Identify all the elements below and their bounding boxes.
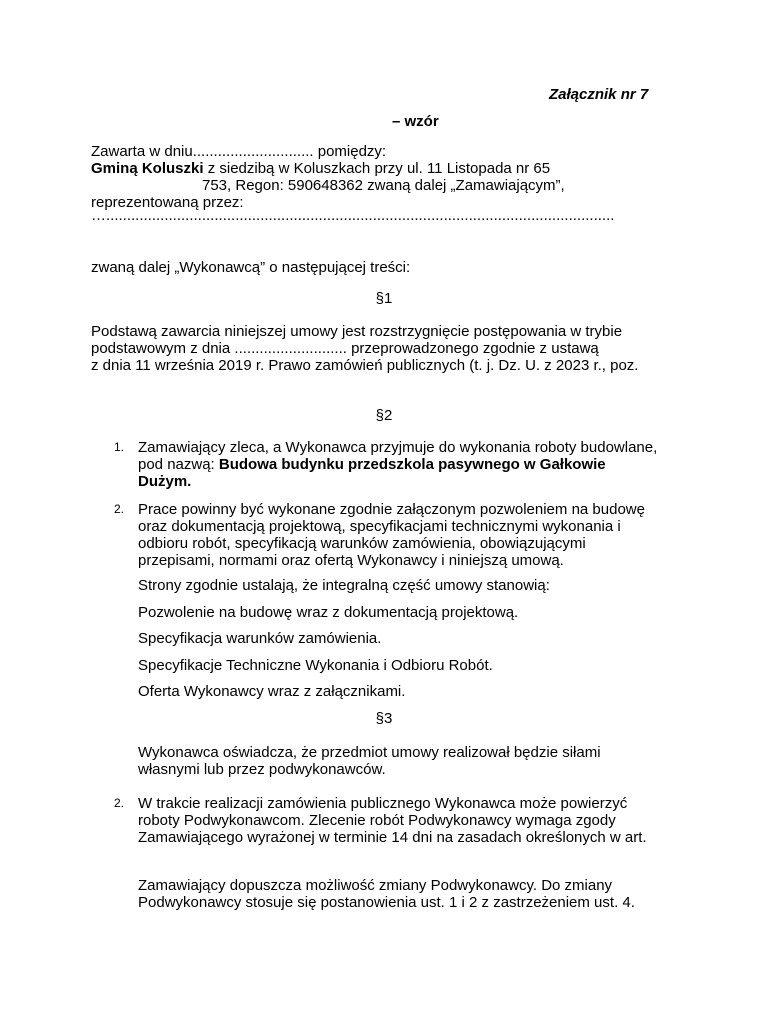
- section-1-line: Podstawą zawarcia niniejszej umowy jest rozstrzygnięcie postępowania w trybie: [91, 323, 623, 340]
- list-number: 1.: [114, 440, 125, 454]
- section-1-line: podstawowym z dnia ........................... przeprowadzonego zgodnie z ustawą: [91, 340, 599, 357]
- section-1-heading: §1: [375, 290, 393, 307]
- contract-part: Oferta Wykonawcy wraz z załącznikami.: [138, 683, 406, 700]
- item-line: Zamawiający zleca, a Wykonawca przyjmuje do wykonania roboty budowlane,: [138, 439, 658, 456]
- section-2-heading: §2: [375, 407, 393, 424]
- item-line: Wykonawca oświadcza, że przedmiot umowy realizował będzie siłami: [138, 744, 601, 761]
- contract-part: Specyfikacje Techniczne Wykonania i Odbioru Robót.: [138, 657, 493, 674]
- item-line: Zamawiającego wyrażonej w terminie 14 dni na zasadach określonych w art.: [138, 829, 647, 846]
- representative-blank: …..........................................................................................................................: [91, 207, 615, 224]
- list-number: 2.: [114, 502, 125, 516]
- section-3-item-2: [138, 795, 647, 846]
- parties-line-regon: 753, Regon: 590648362 zwaną dalej „Zamawiającym”,: [202, 177, 565, 194]
- attachment-label: Załącznik nr 7: [549, 86, 649, 103]
- item-line: W trakcie realizacji zamówienia publicznego Wykonawca może powierzyć: [138, 795, 628, 812]
- section-2-item-2: [138, 501, 645, 569]
- section-2-item-1: [138, 439, 657, 490]
- item-line: oraz dokumentacją projektową, specyfikacjami technicznymi wykonania i: [138, 518, 621, 535]
- item-line: Prace powinny być wykonane zgodnie załączonym pozwoleniem na budowę: [138, 501, 645, 518]
- ordering-party-name: Gminą Koluszki: [91, 160, 204, 177]
- item-line: Zamawiający dopuszcza możliwość zmiany Podwykonawcy. Do zmiany: [138, 877, 613, 894]
- parties-line-represented: reprezentowaną przez:: [91, 194, 244, 211]
- item-line: odbioru robót, specyfikacją warunków zamówienia, obowiązującymi: [138, 535, 586, 552]
- item-line: [138, 473, 657, 490]
- section-1-line: z dnia 11 września 2019 r. Prawo zamówień publicznych (t. j. Dz. U. z 2023 r., poz.: [91, 357, 639, 374]
- section-1-text: [91, 323, 638, 374]
- list-number: 2.: [114, 796, 125, 810]
- section-3-heading: §3: [375, 710, 393, 727]
- section-3-paragraph-3: [138, 877, 635, 911]
- item-line: Podwykonawcy stosuje się postanowienia ust. 1 i 2 z zastrzeżeniem ust. 4.: [138, 894, 635, 911]
- contract-part: Specyfikacja warunków zamówienia.: [138, 630, 382, 647]
- parties-line-ordering-party: [91, 160, 565, 177]
- item-line: własnymi lub przez podwykonawców.: [138, 761, 386, 778]
- project-name-end: Dużym.: [138, 473, 192, 490]
- section-3-paragraph-1: [138, 744, 601, 778]
- template-note: – wzór: [392, 113, 439, 130]
- item-line: przepisami, normami oraz ofertą Wykonawcy i niniejszą umową.: [138, 552, 564, 569]
- contract-parts-intro: Strony zgodnie ustalają, że integralną część umowy stanowią:: [138, 577, 550, 594]
- ordering-party-address: z siedzibą w Koluszkach przy ul. 11 Listopada nr 65: [203, 160, 551, 177]
- parties-line-date: Zawarta w dniu............................. pomiędzy:: [91, 143, 387, 160]
- parties-block: [91, 143, 565, 211]
- project-name: Budowa budynku przedszkola pasywnego w Gałkowie: [218, 456, 606, 473]
- item-line: [138, 456, 657, 473]
- item-line: roboty Podwykonawcom. Zlecenie robót Podwykonawcy wymaga zgody: [138, 812, 616, 829]
- item-line-prefix: pod nazwą:: [138, 456, 219, 473]
- contractor-line: zwaną dalej „Wykonawcą” o następującej treści:: [91, 259, 411, 276]
- contract-part: Pozwolenie na budowę wraz z dokumentacją projektową.: [138, 604, 519, 621]
